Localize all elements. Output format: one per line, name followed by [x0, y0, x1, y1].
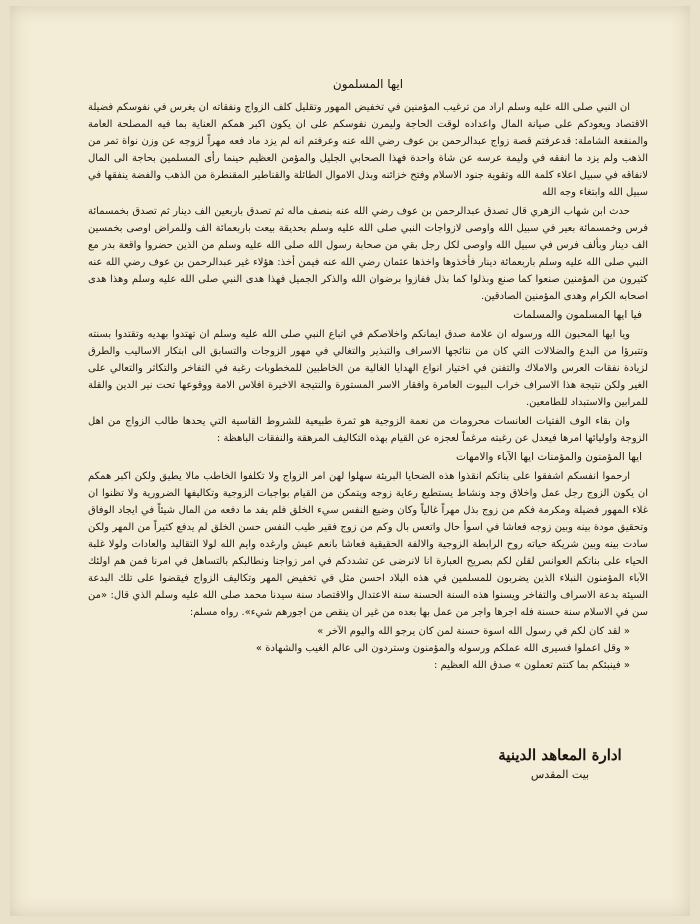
paragraph-2: حدث ابن شهاب الزهري قال تصدق عبدالرحمن بن عوف رضي الله عنه بنصف ماله ثم تصدق باربعين الف دينار ثم تصدق بخمسمائة فرس وخمسمائة بعير في سبيل الله واوصى لازواجات النبي صلى الله عليه وسلم بحديقة بيعت باربعمائة الف وللمراض اوصى بخمسين الف دينار وبألف فرس في سبيل الله واوصى لكل رجل بقي من صحابة رسول الله صلى الله عليه وسلم من الذين حضروا واقعة بدر مع النبي صلى الله عليه وسلم باربعمائة دينار فأخذوها واخذها عثمان رضي الله عنه فيمن أخذ: هؤلاء غير عبدالرحمن بن عوف رضي الله عنه كثيرون من المؤمنين صنعوا كما صنع وبذلوا كما بذل ففازوا برضوان الله والذكر الجميل فهذا هدى النبي صلى الله عليه وسلم وهذا هدى اصحابه الكرام وهدى المؤمنين الصادقين. [88, 206, 648, 302]
subheading-parents: ايها المؤمنون والمؤمنات ايها الآباء والامهات [455, 451, 642, 463]
quote-1: « لقد كان لكم في رسول الله اسوة حسنة لمن كان يرجو الله واليوم الآخر » [317, 626, 630, 637]
signature-block [450, 746, 670, 781]
paragraph-5: ارحموا انفسكم اشفقوا على بناتكم انقذوا هذه الضحايا البريئة سهلوا لهن امر الزواج ولا تكلفوا الخاطب مالا يطيق ولكن اكبر همكم ان يكون الزوج رجل عمل واخلاق وجد ونشاط يستطيع رعاية زوجه ويتمكن من القيام بواجبات الزوجية وتكاليفها الضرورية ولا تظنوا ان غلاء المهور فضيلة ومكرمة فكم من زوج بذل مهراً غالياً وكان وضيع النفس سيء الخلق فلم يفد ما دفعه من المال شيئاً في ايجاد الوفاق وتحقيق مودة بينه وبين زوجه فعاشا في اسوأ حال واتعس بال وكم من زوج فقير طيب النفس حسن الخلق لم يدفع كثيراً من المهر ولكن سادت بينه وبين شريكة حياته روح الرابطة الزوجية والالفة الحقيقية فعاشا بانعم عيش وارغده وايم الله لولا التقاليد والعادات ولولا غلبة الحياء على بناتكم العوانس لقلن لكم بصريح العبارة انا لانرضى عن تشددكم في امر زواجنا ونطالبكم بالتساهل في امرنا فمن هم اولئك الآباء المؤمنون النبلاء الذين يضربون للمسلمين في هذه البلاد احسن مثل في تخفيض المهر وتكاليف الزواج فيقضوا على تلك البدعة السيئة بدعة الاسراف والتفاخر ويسنوا هذه السنة الحسنة سنة الاعتدال والاقتصاد سنة سيدنا محمد صلى الله عليه وسلم الذي قال: «من سن في الاسلام سنة حسنة فله اجرها واجر من عمل بها بعده من غير ان ينقص من اجورهم شيء». رواه مسلم: [88, 471, 648, 618]
document-heading: ايها المسلمون [332, 77, 404, 91]
signature-place: بيت المقدس [530, 768, 590, 781]
subheading-muslims: فيا ايها المسلمون والمسلمات [513, 309, 642, 321]
document-page [10, 6, 690, 916]
signature-organization: ادارة المعاهد الدينية [498, 746, 622, 764]
paragraph-3: ويا ايها المحبون الله ورسوله ان علامة صدق ايمانكم واخلاصكم في اتباع النبي صلى الله عليه وسلم ان تهتدوا بهديه وتقتدوا بسنته وتتبرؤا من البدع والضلالات التي كان من نتائجها الاسراف والتبذير والتغالي في مهور الزوجات والتسابق الى ابتكار الاساليب والطرق لزيادة نفقات العرس والاملاك والتفنن في اختيار انواع الهدايا الغالية من الخاطبين للمخطوبات رغبة في التفاخر والتكاثر والتعالي على الغير ولكن نتيجة هذا الاسراف خراب البيوت العامرة وافقار الاسر المستورة والنتيجة الاخيرة افلاس الامة ووقوعها تحت نير الدين والقلة للمرابين والاستبداد للطامعين. [88, 329, 648, 408]
quote-2: « وقل اعملوا فسيرى الله عملكم ورسوله والمؤمنون وستردون الى عالم الغيب والشهادة » [255, 643, 630, 654]
paragraph-1: ان النبي صلى الله عليه وسلم اراد من ترغيب المؤمنين في تخفيض المهور وتقليل كلف الزواج ونفقاته ان يغرس في نفوسكم فضيلة الاقتصاد ويعودكم على صيانة المال واعداده لوقت الحاجة وليمرن نفوسكم على ان يكون اكبر همكم العناية بما فيه المصلحة العامة والمنفعة الشاملة: قدعرفتم قصة زواج عبدالرحمن بن عوف رضي الله عنه وعرفتم انه لم يزد ماد فعه مهراً لزوجه عن وزن نواة تمر من الذهب ولم يزد ما انفقه في وليمة عرسه عن شاة واحدة فهذا الصحابي الجليل والمؤمن العظيم حينما رأى المسلمين بحاجة الى المال لانفاقه في سبيل اعلاء كلمة الله وتقوية جنود الاسلام وفتح خزائنه وبذل الاموال الطائلة والقناطير المقنطرة من الذهب والفضة ينفقها في سبيل الله وابتغاء وجه الله [88, 102, 648, 198]
paragraph-4: وان بقاء الوف الفتيات العانسات محرومات من نعمة الزوجية هو ثمرة طبيعية للشروط القاسية التي يحدها طالب الزواج من اهل الزوجة واوليائها امرها فيعدل عن رغبته مرغماً لعجزه عن القيام بهذه التكاليف المرهقة والنفقات الباهظة : [88, 416, 648, 444]
quote-3: « فينبئكم بما كنتم تعملون » صدق الله العظيم : [433, 660, 630, 671]
